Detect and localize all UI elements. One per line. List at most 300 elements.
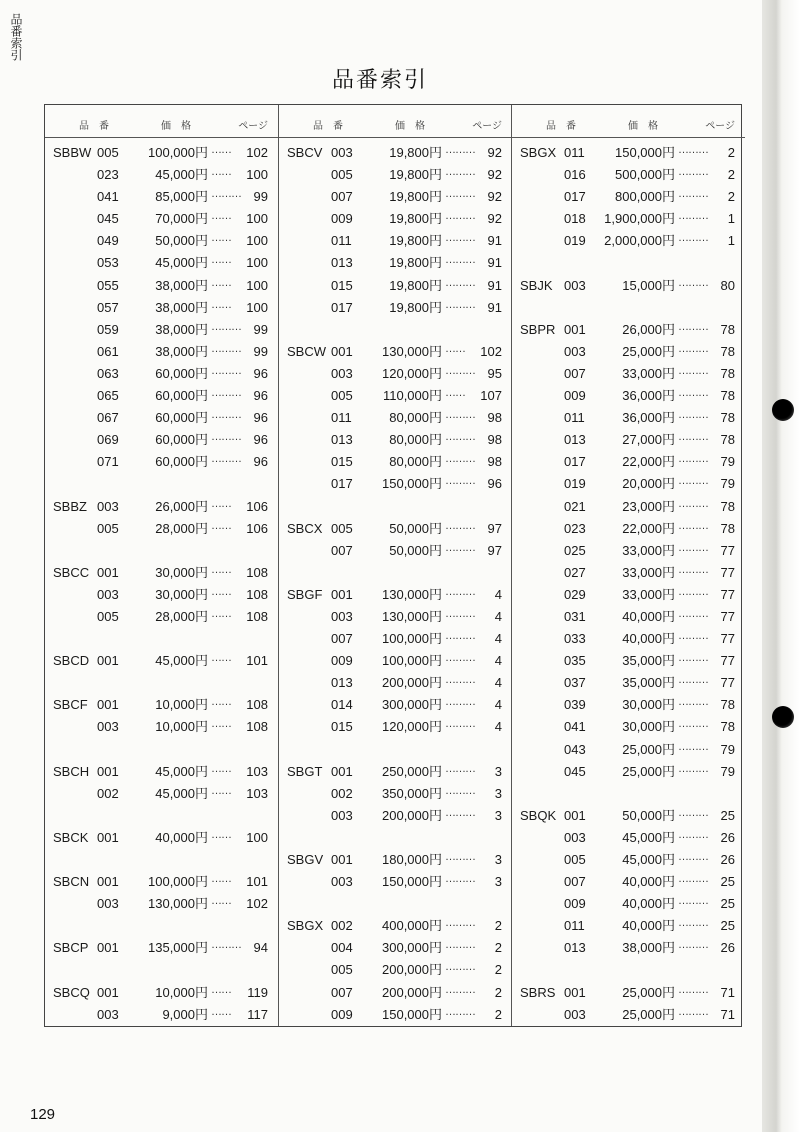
page-reference: 91 xyxy=(487,277,502,293)
index-entry xyxy=(45,982,278,1004)
series-code: SBGF xyxy=(287,586,323,602)
index-entry xyxy=(279,871,512,893)
index-entry xyxy=(279,937,512,959)
index-entry xyxy=(512,518,745,540)
page-reference: 103 xyxy=(246,785,268,801)
index-entry xyxy=(512,208,745,230)
index-entry xyxy=(512,871,745,893)
index-entry xyxy=(512,363,745,385)
page-reference: 117 xyxy=(247,1006,268,1022)
page-reference: 94 xyxy=(253,940,268,956)
index-entry xyxy=(279,473,512,495)
model-code: 005 xyxy=(97,520,119,536)
leader-dots: ……… xyxy=(445,409,475,422)
index-entry xyxy=(512,628,745,650)
page-reference: 96 xyxy=(253,432,268,448)
price-value: 9,000円 xyxy=(162,1006,208,1022)
price-value: 80,000円 xyxy=(389,432,442,448)
index-entry xyxy=(45,562,278,584)
model-code: 011 xyxy=(564,918,585,934)
leader-dots: ……… xyxy=(678,1005,708,1018)
page-reference: 3 xyxy=(494,785,502,801)
model-code: 001 xyxy=(97,940,119,956)
index-entry xyxy=(45,252,278,274)
model-code: 057 xyxy=(97,299,119,315)
leader-dots: ……… xyxy=(211,431,241,444)
index-entry xyxy=(45,451,278,473)
model-code: 025 xyxy=(564,542,586,558)
page-reference: 102 xyxy=(480,343,502,359)
leader-dots: …… xyxy=(211,276,231,289)
price-value: 80,000円 xyxy=(389,454,442,470)
page-reference: 98 xyxy=(487,432,502,448)
model-code: 007 xyxy=(564,874,586,890)
leader-dots: ……… xyxy=(678,607,708,620)
leader-dots: ……… xyxy=(678,895,708,908)
leader-dots: ……… xyxy=(445,983,475,996)
leader-dots: ……… xyxy=(678,983,708,996)
page-reference: 103 xyxy=(246,763,268,779)
leader-dots: ……… xyxy=(678,188,708,201)
series-code: SBCF xyxy=(53,697,88,713)
price-value: 100,000円 xyxy=(148,145,208,160)
leader-dots: ……… xyxy=(445,674,475,687)
column-header xyxy=(45,105,278,138)
group-spacer xyxy=(45,540,278,562)
page-reference: 100 xyxy=(246,233,268,249)
model-code: 001 xyxy=(97,829,119,845)
series-code: SBGX xyxy=(520,145,557,160)
group-spacer xyxy=(512,783,745,805)
model-code: 001 xyxy=(331,343,353,359)
model-code: 017 xyxy=(331,476,353,492)
leader-dots: ……… xyxy=(445,431,475,444)
model-code: 001 xyxy=(97,653,119,669)
index-entry xyxy=(512,805,745,827)
index-entry xyxy=(512,562,745,584)
price-value: 70,000円 xyxy=(155,211,208,227)
model-code: 053 xyxy=(97,255,119,271)
index-entry xyxy=(45,650,278,672)
page-reference: 1 xyxy=(727,211,735,227)
leader-dots: ……… xyxy=(445,276,475,289)
header-price: 価 格 xyxy=(161,121,191,132)
model-code: 018 xyxy=(564,211,586,227)
leader-dots: ……… xyxy=(678,696,708,709)
model-code: 003 xyxy=(97,498,119,514)
index-entry xyxy=(279,915,512,937)
model-code: 007 xyxy=(331,542,353,558)
page-reference: 4 xyxy=(494,653,502,669)
model-code: 002 xyxy=(331,918,353,934)
leader-dots: ……… xyxy=(445,961,475,974)
group-spacer xyxy=(279,739,512,761)
price-value: 800,000円 xyxy=(615,189,675,205)
price-value: 100,000円 xyxy=(148,874,208,890)
price-value: 28,000円 xyxy=(155,520,208,536)
model-code: 005 xyxy=(97,145,119,160)
series-code: SBCC xyxy=(53,564,90,580)
model-code: 059 xyxy=(97,321,119,337)
series-code: SBCK xyxy=(53,829,89,845)
page-reference: 79 xyxy=(720,741,735,757)
model-code: 015 xyxy=(331,277,353,293)
leader-dots: …… xyxy=(211,519,231,532)
page-reference: 78 xyxy=(720,365,735,381)
index-entry xyxy=(45,230,278,252)
page-reference: 80 xyxy=(720,277,735,293)
header-page: ページ xyxy=(705,121,735,132)
index-entry xyxy=(45,319,278,341)
leader-dots: …… xyxy=(211,718,231,731)
price-value: 25,000円 xyxy=(622,763,675,779)
price-value: 19,800円 xyxy=(389,299,442,315)
model-code: 037 xyxy=(564,675,586,691)
page-reference: 101 xyxy=(246,653,268,669)
page-reference: 102 xyxy=(246,896,268,912)
model-code: 041 xyxy=(564,719,586,735)
page-reference: 77 xyxy=(720,653,735,669)
model-code: 002 xyxy=(97,785,119,801)
model-code: 069 xyxy=(97,432,119,448)
page-reference: 4 xyxy=(494,608,502,624)
index-entry xyxy=(512,385,745,407)
model-code: 067 xyxy=(97,410,119,426)
leader-dots: …… xyxy=(211,873,231,886)
price-value: 40,000円 xyxy=(622,631,675,647)
price-value: 33,000円 xyxy=(622,542,675,558)
index-entry xyxy=(279,716,512,738)
index-entry xyxy=(279,849,512,871)
leader-dots: ……… xyxy=(678,652,708,665)
header-part: 品 番 xyxy=(313,121,343,132)
group-spacer xyxy=(45,473,278,495)
index-entry xyxy=(279,275,512,297)
leader-dots: ……… xyxy=(678,320,708,333)
price-value: 300,000円 xyxy=(382,940,442,956)
index-entry xyxy=(279,186,512,208)
group-spacer xyxy=(279,893,512,915)
price-value: 500,000円 xyxy=(615,167,675,183)
price-value: 100,000円 xyxy=(382,653,442,669)
model-code: 049 xyxy=(97,233,119,249)
leader-dots: ……… xyxy=(445,166,475,179)
page-reference: 78 xyxy=(720,343,735,359)
price-value: 130,000円 xyxy=(382,608,442,624)
group-spacer xyxy=(45,849,278,871)
leader-dots: …… xyxy=(211,895,231,908)
price-value: 38,000円 xyxy=(155,343,208,359)
page-reference: 97 xyxy=(487,542,502,558)
page-reference: 78 xyxy=(720,410,735,426)
model-code: 007 xyxy=(564,365,586,381)
price-value: 10,000円 xyxy=(155,984,208,1000)
page-reference: 26 xyxy=(720,852,735,867)
leader-dots: ……… xyxy=(678,453,708,466)
leader-dots: …… xyxy=(211,497,231,510)
series-code: SBCH xyxy=(53,763,90,779)
group-spacer xyxy=(279,827,512,849)
index-entry xyxy=(45,385,278,407)
leader-dots: ……… xyxy=(211,320,241,333)
price-value: 50,000円 xyxy=(155,233,208,249)
index-entry xyxy=(512,496,745,518)
page-reference: 78 xyxy=(720,432,735,448)
page-reference: 108 xyxy=(246,697,268,713)
index-entry xyxy=(279,606,512,628)
page-reference: 2 xyxy=(727,189,735,205)
model-code: 023 xyxy=(564,520,586,536)
price-value: 35,000円 xyxy=(622,675,675,691)
price-value: 50,000円 xyxy=(389,520,442,536)
index-entry xyxy=(512,341,745,363)
page-reference: 96 xyxy=(487,476,502,492)
model-code: 011 xyxy=(564,410,585,426)
index-column-2 xyxy=(278,105,512,1026)
series-code: SBRS xyxy=(520,984,556,1000)
page-reference: 92 xyxy=(487,167,502,183)
price-value: 30,000円 xyxy=(622,719,675,735)
page-reference: 2 xyxy=(727,167,735,183)
index-entry xyxy=(45,496,278,518)
model-code: 045 xyxy=(564,763,586,779)
model-code: 013 xyxy=(564,432,586,448)
leader-dots: ……… xyxy=(211,939,241,952)
price-value: 38,000円 xyxy=(155,299,208,315)
page-reference: 25 xyxy=(720,918,735,934)
index-entry xyxy=(279,363,512,385)
index-entry xyxy=(45,716,278,738)
model-code: 009 xyxy=(331,653,353,669)
index-entry xyxy=(512,694,745,716)
price-value: 80,000円 xyxy=(389,410,442,426)
page-reference: 78 xyxy=(720,719,735,735)
index-entry xyxy=(512,540,745,562)
model-code: 043 xyxy=(564,741,586,757)
page-reference: 98 xyxy=(487,454,502,470)
index-entry xyxy=(279,429,512,451)
page-reference: 3 xyxy=(494,763,502,779)
leader-dots: …… xyxy=(211,762,231,775)
price-value: 40,000円 xyxy=(622,874,675,890)
model-code: 027 xyxy=(564,564,586,580)
leader-dots: ……… xyxy=(445,364,475,377)
model-code: 041 xyxy=(97,189,119,205)
price-value: 85,000円 xyxy=(155,189,208,205)
price-value: 110,000円 xyxy=(382,388,442,404)
model-code: 016 xyxy=(564,167,586,183)
index-entry xyxy=(45,407,278,429)
model-code: 013 xyxy=(331,432,353,448)
price-value: 50,000円 xyxy=(622,807,675,823)
leader-dots: ……… xyxy=(445,1005,475,1018)
group-spacer xyxy=(512,959,745,981)
leader-dots: ……… xyxy=(445,652,475,665)
binding-edge xyxy=(762,0,800,1132)
header-part: 品 番 xyxy=(546,121,576,132)
index-entry xyxy=(512,164,745,186)
model-code: 019 xyxy=(564,476,586,492)
leader-dots: ……… xyxy=(445,298,475,311)
leader-dots: ……… xyxy=(678,541,708,554)
page-reference: 99 xyxy=(253,343,268,359)
leader-dots: ……… xyxy=(678,674,708,687)
page-reference: 4 xyxy=(494,697,502,713)
model-code: 009 xyxy=(331,1006,353,1022)
page-reference: 79 xyxy=(720,476,735,492)
model-code: 011 xyxy=(564,145,585,160)
leader-dots: ……… xyxy=(678,210,708,223)
page-reference: 92 xyxy=(487,189,502,205)
price-value: 19,800円 xyxy=(389,255,442,271)
price-value: 130,000円 xyxy=(382,586,442,602)
page-reference: 79 xyxy=(720,763,735,779)
leader-dots: ……… xyxy=(678,762,708,775)
model-code: 003 xyxy=(564,277,586,293)
price-value: 60,000円 xyxy=(155,454,208,470)
leader-dots: ……… xyxy=(678,519,708,532)
price-value: 35,000円 xyxy=(622,653,675,669)
index-entry xyxy=(279,518,512,540)
series-code: SBJK xyxy=(520,277,553,293)
model-code: 017 xyxy=(564,454,586,470)
model-code: 003 xyxy=(564,343,586,359)
page-reference: 4 xyxy=(494,719,502,735)
page-reference: 96 xyxy=(253,410,268,426)
model-code: 003 xyxy=(97,719,119,735)
index-entry xyxy=(279,385,512,407)
index-entry xyxy=(512,319,745,341)
model-code: 021 xyxy=(564,498,586,514)
leader-dots: ……… xyxy=(211,409,241,422)
price-value: 26,000円 xyxy=(622,321,675,337)
price-value: 60,000円 xyxy=(155,410,208,426)
index-entry xyxy=(512,650,745,672)
price-value: 22,000円 xyxy=(622,520,675,536)
index-entry xyxy=(45,429,278,451)
group-spacer xyxy=(279,562,512,584)
group-spacer xyxy=(45,915,278,937)
model-code: 001 xyxy=(97,984,119,1000)
leader-dots: ……… xyxy=(678,718,708,731)
series-code: SBCW xyxy=(287,343,326,359)
model-code: 013 xyxy=(564,940,586,956)
index-entry xyxy=(512,716,745,738)
leader-dots: ……… xyxy=(445,718,475,731)
price-value: 45,000円 xyxy=(155,785,208,801)
index-entry xyxy=(45,783,278,805)
page-reference: 78 xyxy=(720,520,735,536)
page-reference: 77 xyxy=(720,675,735,691)
price-value: 25,000円 xyxy=(622,1006,675,1022)
leader-dots: ……… xyxy=(211,188,241,201)
page-reference: 106 xyxy=(246,520,268,536)
page-reference: 108 xyxy=(246,564,268,580)
model-code: 003 xyxy=(331,807,353,823)
model-code: 011 xyxy=(331,410,352,426)
model-code: 001 xyxy=(331,852,353,867)
model-code: 015 xyxy=(331,719,353,735)
price-value: 30,000円 xyxy=(155,586,208,602)
index-entry xyxy=(279,540,512,562)
model-code: 065 xyxy=(97,388,119,404)
leader-dots: ……… xyxy=(678,939,708,952)
leader-dots: ……… xyxy=(678,431,708,444)
model-code: 029 xyxy=(564,586,586,602)
model-code: 003 xyxy=(331,874,353,890)
model-code: 039 xyxy=(564,697,586,713)
leader-dots: ……… xyxy=(445,144,475,156)
page-reference: 25 xyxy=(720,874,735,890)
leader-dots: …… xyxy=(211,563,231,576)
price-value: 19,800円 xyxy=(389,233,442,249)
page-reference: 92 xyxy=(487,211,502,227)
index-entry xyxy=(512,606,745,628)
leader-dots: ……… xyxy=(445,851,475,863)
index-entry xyxy=(279,584,512,606)
index-entry xyxy=(45,893,278,915)
leader-dots: ……… xyxy=(678,364,708,377)
price-value: 40,000円 xyxy=(622,918,675,934)
group-spacer xyxy=(45,739,278,761)
page-reference: 99 xyxy=(253,321,268,337)
page-reference: 100 xyxy=(246,277,268,293)
price-value: 200,000円 xyxy=(382,962,442,978)
index-entry xyxy=(279,252,512,274)
index-rows xyxy=(45,138,278,1026)
leader-dots: ……… xyxy=(211,342,241,355)
part-number-index-table xyxy=(44,104,742,1027)
index-entry xyxy=(45,871,278,893)
page-reference: 100 xyxy=(246,211,268,227)
binder-hole-lower xyxy=(772,706,794,728)
model-code: 001 xyxy=(97,874,119,890)
leader-dots: ……… xyxy=(445,453,475,466)
leader-dots: …… xyxy=(211,828,231,841)
price-value: 1,900,000円 xyxy=(604,211,675,227)
index-entry xyxy=(45,584,278,606)
leader-dots: …… xyxy=(211,144,231,156)
index-entry xyxy=(512,473,745,495)
index-entry xyxy=(279,805,512,827)
page-reference: 4 xyxy=(494,586,502,602)
price-value: 19,800円 xyxy=(389,189,442,205)
leader-dots: ……… xyxy=(445,806,475,819)
index-entry xyxy=(512,584,745,606)
page-reference: 100 xyxy=(246,255,268,271)
page-reference: 96 xyxy=(253,454,268,470)
leader-dots: ……… xyxy=(445,696,475,709)
index-entry xyxy=(279,694,512,716)
price-value: 180,000円 xyxy=(382,852,442,867)
model-code: 001 xyxy=(564,984,586,1000)
model-code: 003 xyxy=(564,829,586,845)
index-entry xyxy=(45,208,278,230)
model-code: 001 xyxy=(97,564,119,580)
page-reference: 91 xyxy=(487,233,502,249)
price-value: 45,000円 xyxy=(155,255,208,271)
model-code: 003 xyxy=(331,145,353,160)
model-code: 003 xyxy=(97,1006,119,1022)
series-code: SBCQ xyxy=(53,984,90,1000)
price-value: 200,000円 xyxy=(382,675,442,691)
model-code: 003 xyxy=(97,896,119,912)
leader-dots: ……… xyxy=(445,607,475,620)
series-code: SBCX xyxy=(287,520,323,536)
page-reference: 100 xyxy=(246,829,268,845)
leader-dots: ……… xyxy=(678,917,708,930)
leader-dots: ……… xyxy=(445,541,475,554)
